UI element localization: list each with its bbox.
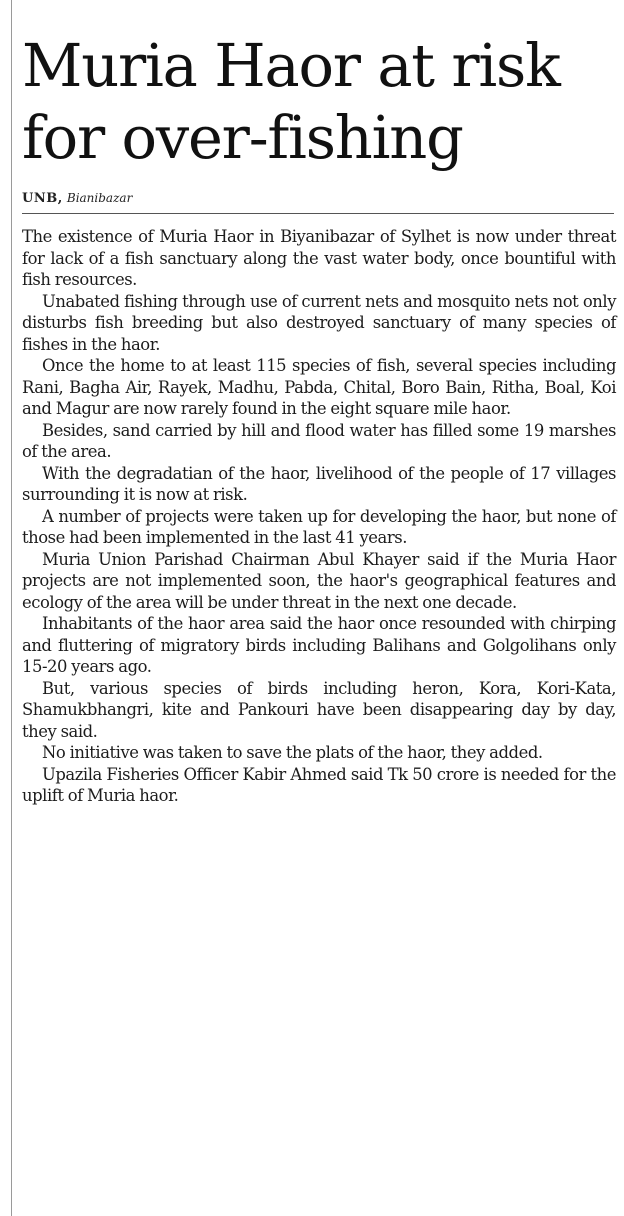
news-article [22,30,616,807]
byline-divider [22,213,614,214]
paragraph: Upazila Fisheries Officer Kabir Ahmed said Tk 50 crore is needed for the uplift of Muria haor. [22,764,616,805]
paragraph: No initiative was taken to save the plats of the haor, they added. [42,743,543,762]
paragraph: Besides, sand carried by hill and flood water has filled some 19 marshes of the area. [22,420,616,461]
paragraph: Inhabitants of the haor area said the haor once resounded with chirping and fluttering of migratory birds including Balihans and Golgolihans only 15-20 years ago. [22,614,616,676]
byline [22,188,616,208]
headline: Muria Haor at risk for over-fishing [22,31,560,172]
paragraph: With the degradatian of the haor, livelihood of the people of 17 villages surrounding it is now at risk. [22,463,616,504]
paragraph: A number of projects were taken up for developing the haor, but none of those had been implemented in the last 41 years. [22,506,616,547]
paragraph: Muria Union Parishad Chairman Abul Khayer said if the Muria Haor projects are not implemented soon, the haor's geographical features and ecology of the area will be under threat in the next one decade. [22,549,616,612]
paragraph: Unabated fishing through use of current nets and mosquito nets not only disturbs fish breeding but also destroyed sanctuary of many species of fishes in the haor. [22,291,616,354]
article-body [22,226,616,807]
byline-agency: UNB, [22,191,63,206]
paragraph: The existence of Muria Haor in Biyanibazar of Sylhet is now under threat for lack of a fish sanctuary along the vast water body, once bountiful with fish resources. [22,227,616,289]
paragraph: Once the home to at least 115 species of fish, several species including Rani, Bagha Air, Rayek, Madhu, Pabda, Chital, Boro Bain, Ritha, Boal, Koi and Magur are now rarely found in the eight square mile haor. [22,356,616,418]
paragraph: But, various species of birds including heron, Kora, Kori-Kata, Shamukbhangri, kite and Pankouri have been disappearing day by day, they said. [22,678,616,741]
column-rule [11,0,12,1216]
byline-place: Bianibazar [66,191,133,205]
